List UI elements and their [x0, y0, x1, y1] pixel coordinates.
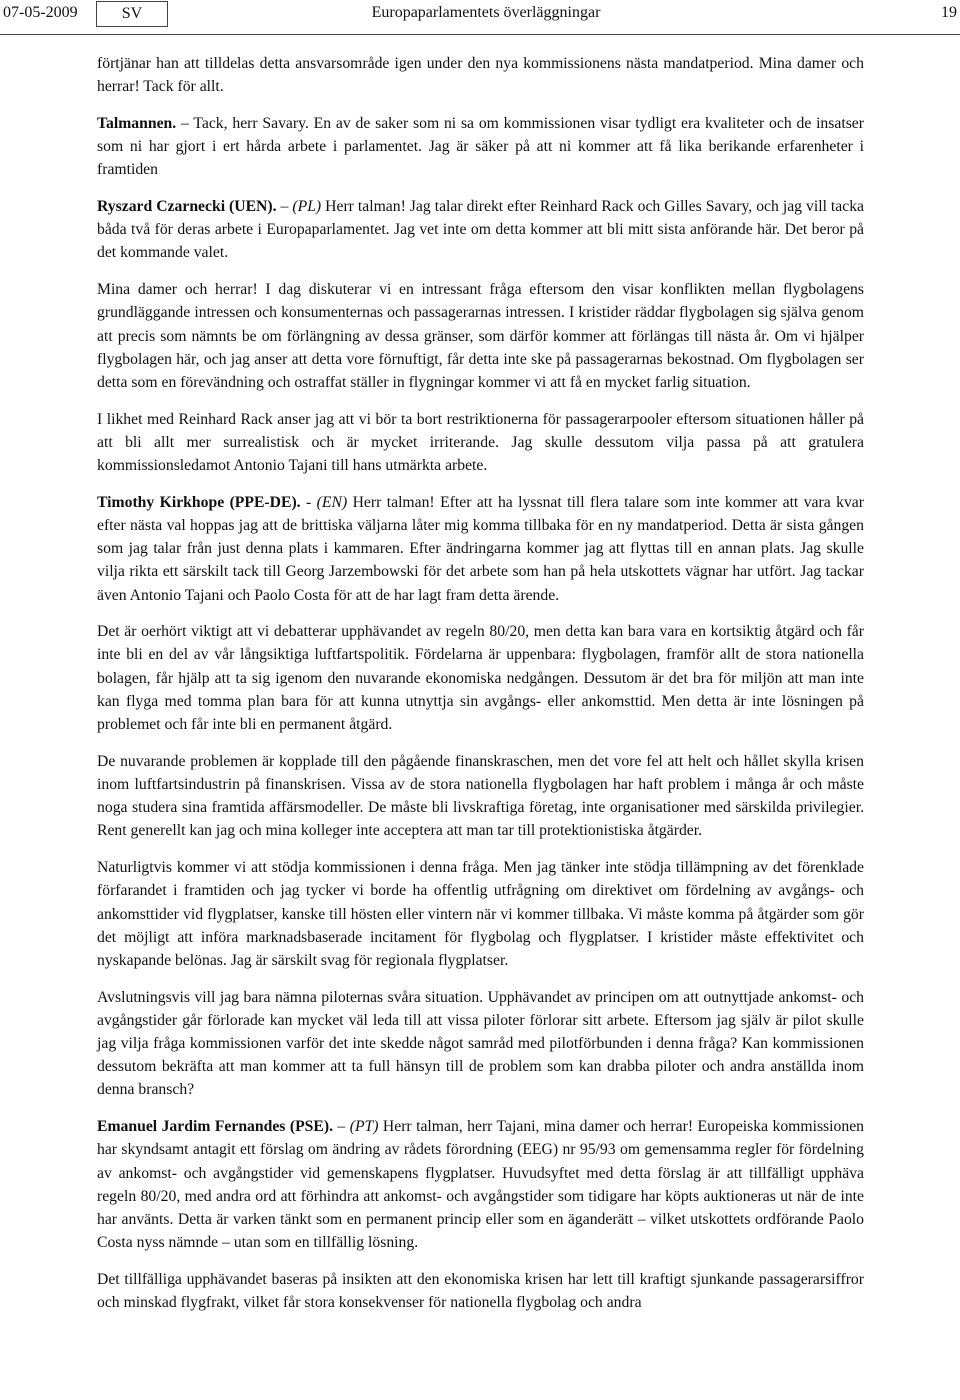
paragraph-8	[97, 750, 864, 843]
paragraph-4	[97, 278, 864, 394]
paragraph-6	[97, 491, 864, 607]
paragraph-text: Naturligtvis kommer vi att stödja kommissionen i denna fråga. Men jag tänker inte stödja tillämpning av det förenklade förfarandet i framtiden och jag tycker vi borde ha offentlig utfrågning om direktivet om fördelning av avgångs- och ankomsttider vid flygplatser, kanske till hösten eller vintern när vi kommer tillbaka. Vi måste komma på åtgärder som gör det möjligt att införa marknadsbaserade incitament för flygbolag och flygplatser. I kristider måste effektivitet och nyskapande belönas. Jag är särskilt svag för regionala flygplatser.	[97, 859, 864, 969]
speaker-name: Timothy Kirkhope (PPE-DE).	[97, 493, 301, 511]
language-badge: SV	[96, 1, 168, 27]
page-number: 19	[941, 4, 957, 21]
speaker-dash: –	[176, 114, 194, 132]
paragraph-12	[97, 1268, 864, 1314]
paragraph-text: Herr talman! Efter att ha lyssnat till flera talare som inte kommer att vara kvar efter nästa val hoppas jag att de brittiska väljarna låter mig komma tillbaka för en ny mandatperiod. Detta är sista gången som jag talar från just denna plats i kammaren. Efter ändringarna kommer jag att flyttas till en annan plats. Jag skulle vilja rikta ett särskilt tack till Georg Jarzembowski för det arbete som han på hela utskottets vägnar har utfört. Jag tackar även Antonio Tajani och Paolo Costa för att de har lagt fram detta ärende.	[97, 493, 864, 604]
header-date: 07-05-2009	[3, 4, 78, 21]
paragraph-1	[97, 52, 864, 98]
paragraph-text: Herr talman, herr Tajani, mina damer och herrar! Europeiska kommissionen har skyndsamt antagit ett förslag om ändring av rådets förordning (EEG) nr 95/93 om gemensamma regler för fördelning av ankomst- och avgångstider vid gemenskapens flygplatser. Huvudsyftet med detta förslag är att tillfälligt upphäva regeln 80/20, med andra ord att förhindra att ankomst- och avgångstider som tidigare har köpts auktioneras ut när de inte har använts. Detta är varken tänkt som en permanent princip eller som en äganderätt – vilket utskottets ordförande Paolo Costa nyss nämnde – utan som en tillfällig lösning.	[97, 1118, 865, 1252]
speaker-dash: -	[300, 493, 317, 511]
paragraph-2	[97, 112, 864, 182]
paragraph-text: De nuvarande problemen är kopplade till den pågående finanskraschen, men det vore fel att helt och hållet skylla krisen inom luftfartsindustrin på finanskrisen. Vissa av de stora nationella flygbolagen har haft problem i många år och måste noga studera sina framtida affärsmodeller. De måste bli livskraftiga företag, inte organisationer med särskilda privilegier. Rent generellt kan jag och mina kolleger inte acceptera att man tar till protektionistiska åtgärder.	[97, 752, 864, 840]
speaker-name: Emanuel Jardim Fernandes (PSE).	[97, 1118, 333, 1136]
page-header	[0, 0, 960, 35]
paragraph-9	[97, 856, 864, 972]
language-tag: (EN)	[316, 493, 348, 511]
paragraph-3	[97, 195, 864, 265]
paragraph-text: förtjänar han att tilldelas detta ansvarsområde igen under den nya kommissionens nästa mandatperiod. Mina damer och herrar! Tack för allt.	[97, 55, 864, 96]
paragraph-10	[97, 986, 864, 1102]
language-tag: (PT)	[349, 1118, 379, 1136]
speaker-dash: –	[276, 198, 293, 216]
paragraph-11	[97, 1115, 864, 1254]
paragraph-text: Det tillfälliga upphävandet baseras på insikten att den ekonomiska krisen har lett till kraftigt sjunkande passagerarsiffror och minskad flygfrakt, vilket får stora konsekvenser för nationella flygbolag och andra	[97, 1270, 864, 1312]
speaker-dash: –	[333, 1118, 350, 1136]
document-body	[97, 52, 864, 1328]
paragraph-text: I likhet med Reinhard Rack anser jag att vi bör ta bort restriktionerna för passagerarpooler eftersom situationen håller på att bli allt mer surrealistisk och är mycket irriterande. Jag skulle dessutom vilja passa på att gratulera kommissionsledamot Antonio Tajani till hans utmärkta arbete.	[97, 410, 864, 475]
speaker-name: Ryszard Czarnecki (UEN).	[97, 198, 277, 216]
paragraph-text: Mina damer och herrar! I dag diskuterar vi en intressant fråga eftersom den visar konflikten mellan flygbolagens grundläggande intressen och konsumenternas och passagerarnas intressen. I kristider räddar flygbolagen sig själva genom att precis som nämnts be om förlängning av dessa gränser, som därför kommer att förlängas till nästa år. Om vi hjälper flygbolagen här, och jag anser att detta vore förnuftigt, får detta inte ske på passagerarnas bekostnad. Om flygbolagen ser detta som en förevändning och ostraffat ställer in flygningar kommer vi att få en mycket farlig situation.	[97, 281, 864, 391]
paragraph-text: Tack, herr Savary. En av de saker som ni sa om kommissionen visar tydligt era kvaliteter och de insatser som ni har gjort i ert hårda arbete i parlamentet. Jag är säker på att ni kommer att få lika berikande erfarenheter i framtiden	[97, 114, 864, 179]
language-tag: (PL)	[292, 198, 322, 216]
paragraph-7	[97, 620, 864, 736]
paragraph-text: Herr talman! Jag talar direkt efter Reinhard Rack och Gilles Savary, och jag vill tacka båda två för deras arbete i Europaparlamentet. Jag vet inte om detta kommer att bli mitt sista anförande här. Det beror på det kommande valet.	[97, 198, 865, 262]
paragraph-text: Avslutningsvis vill jag bara nämna piloternas svåra situation. Upphävandet av principen om att outnyttjade ankomst- och avgångstider går förlorade kan mycket väl leda till att vissa piloter förlorar sitt arbete. Eftersom jag själv är pilot skulle jag vilja fråga kommissionen varför det inte skedde något samråd med pilotförbunden i denna fråga? Kan kommissionen dessutom bekräfta att man kommer att ta full hänsyn till de problem som kan drabba piloter och andra anställda inom denna bransch?	[97, 988, 864, 1099]
speaker-name: Talmannen.	[97, 114, 177, 132]
paragraph-5	[97, 408, 864, 478]
paragraph-text: Det är oerhört viktigt att vi debatterar upphävandet av regeln 80/20, men detta kan bara vara en kortsiktig åtgärd och får inte bli en del av vår långsiktiga luftfartspolitik. Fördelarna är uppenbara: flygbolagen, framför allt de stora nationella bolagen, får hjälp att ta sig igenom den nuvarande ekonomiska nedgången. Dessutom är det bra för miljön att man inte kan flyga med tomma plan bara för att kunna utnyttja sin avgångs- eller ankomsttid. Men detta är inte lösningen på problemet och får inte bli en permanent åtgärd.	[97, 623, 864, 734]
header-title: Europaparlamentets överläggningar	[371, 4, 601, 21]
